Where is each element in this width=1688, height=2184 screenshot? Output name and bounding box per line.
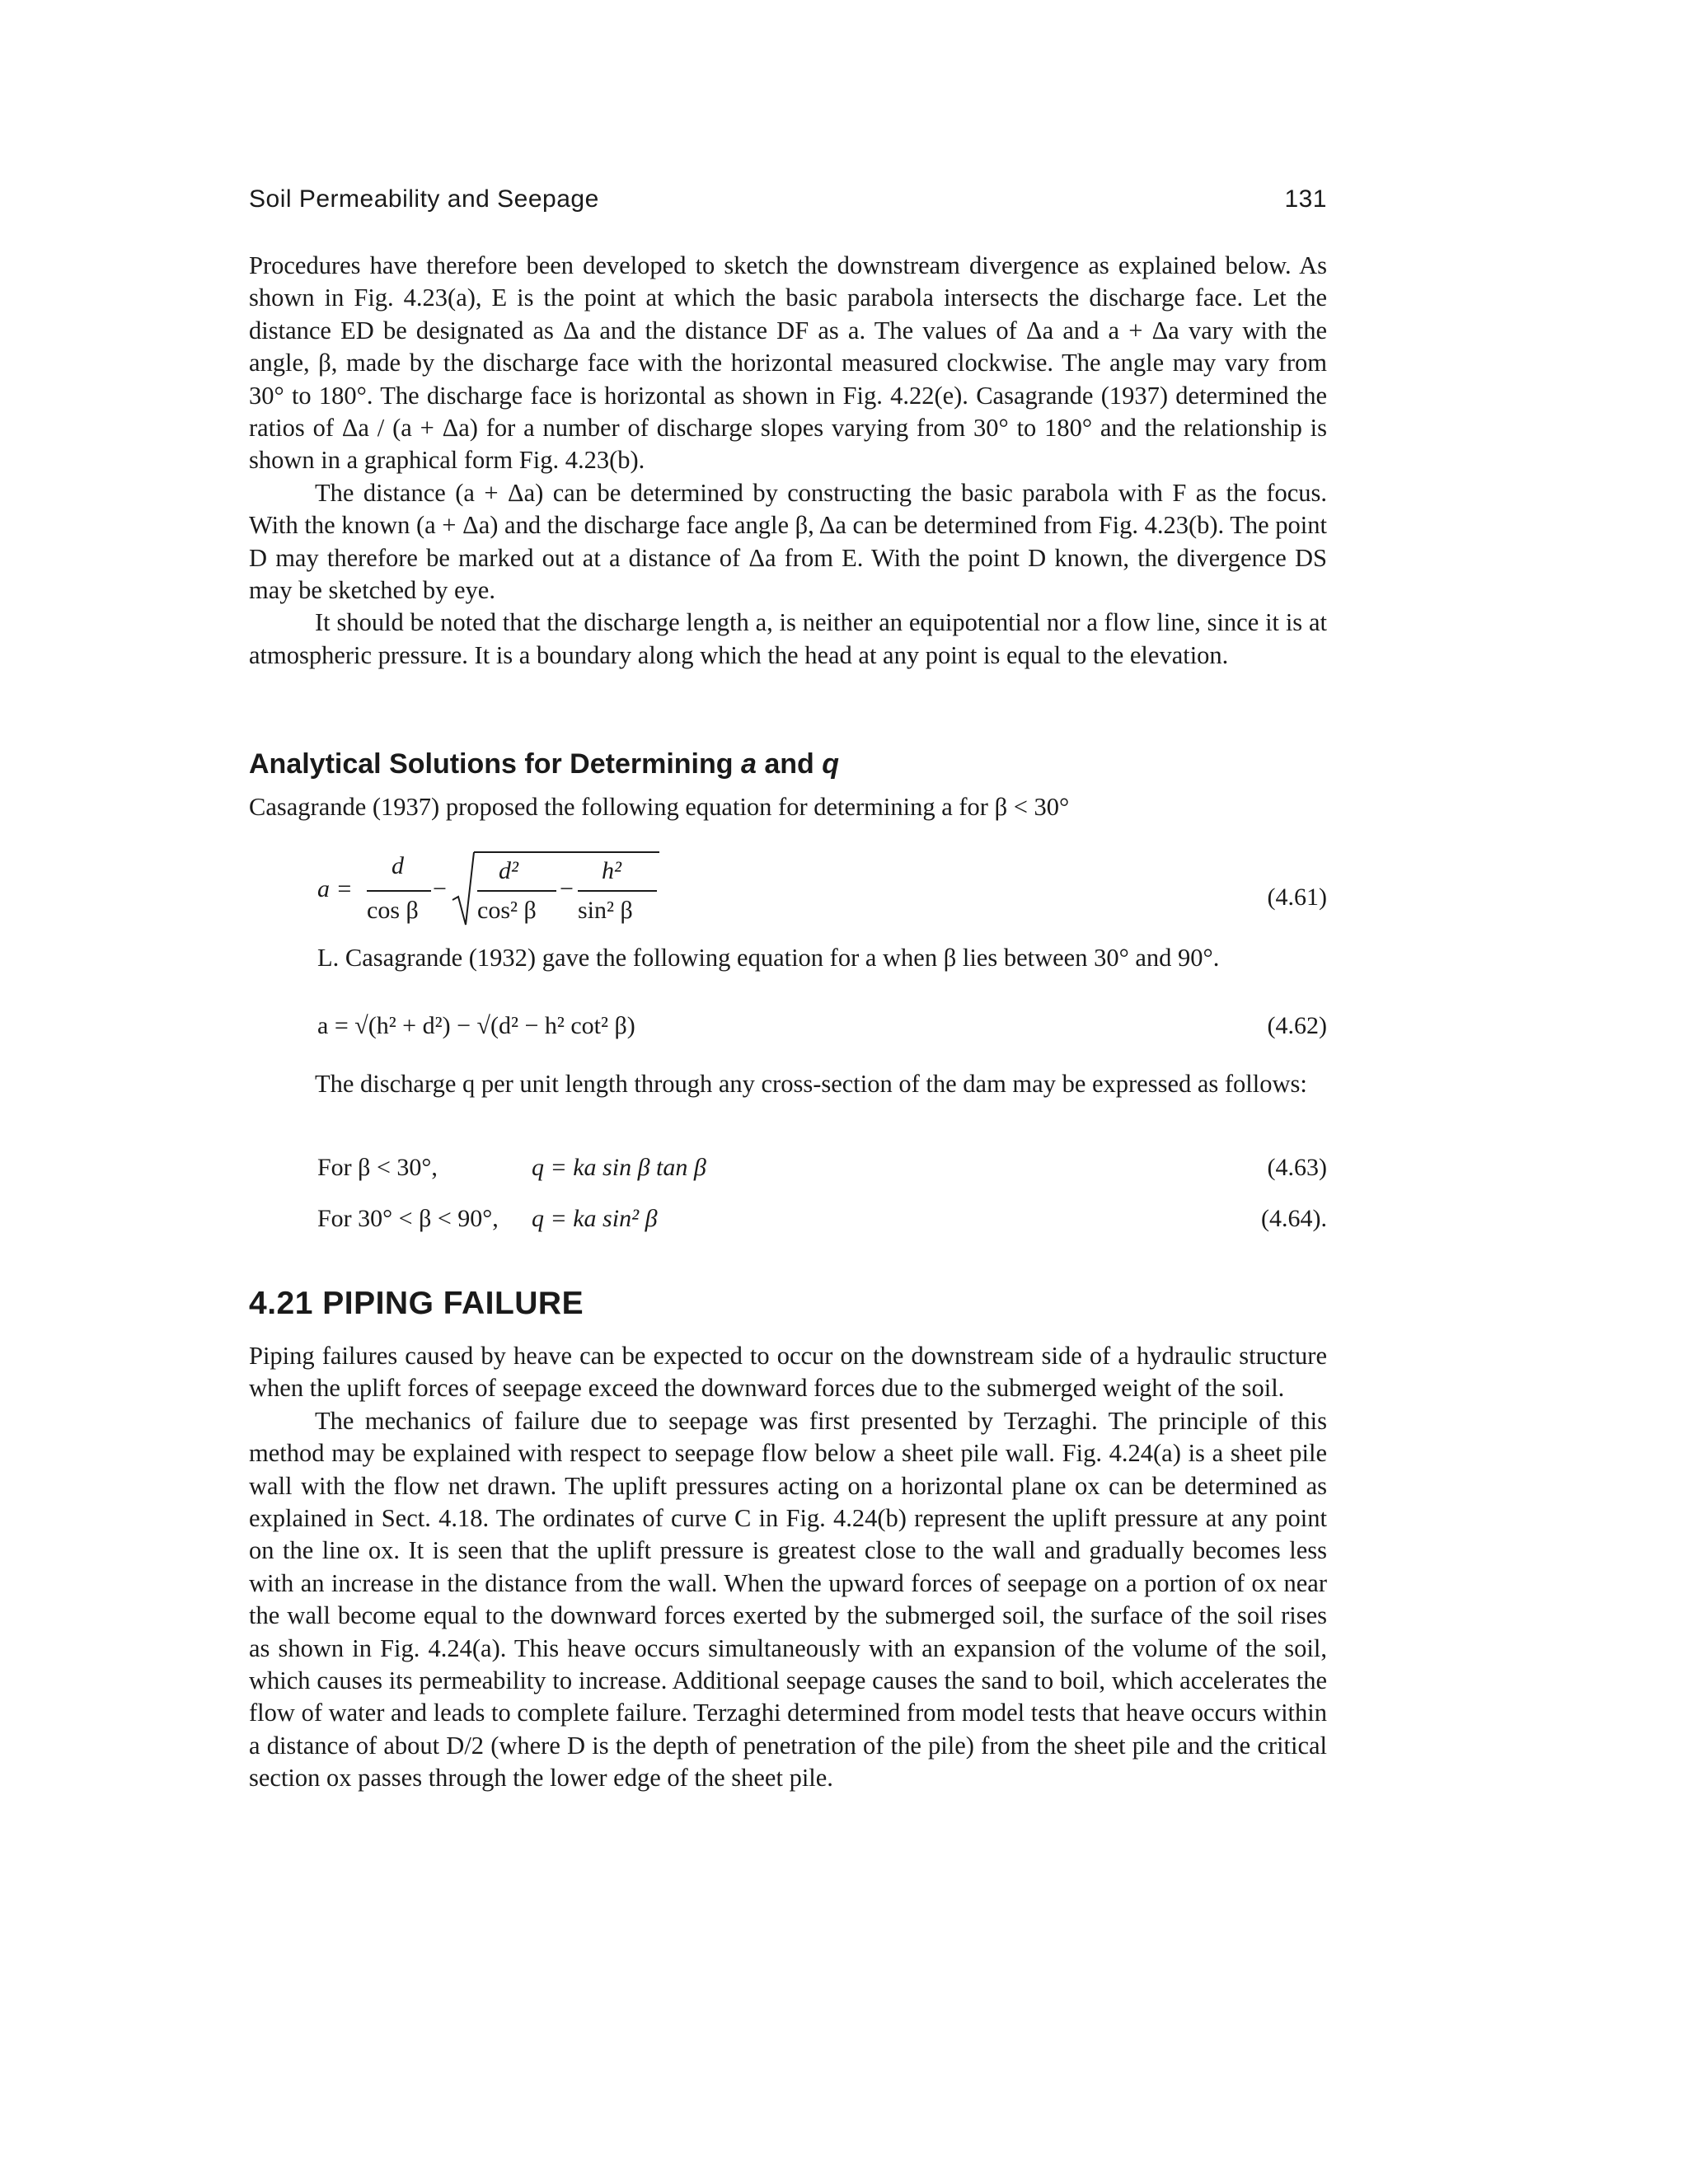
eq461-fraction-bar-3 <box>578 890 657 892</box>
paragraph-discharge-length: It should be noted that the discharge length a, is neither an equipotential nor a flow line, since it is at atmospheric pressure. It is a boundary along which the head at any point is equal to the elevation. <box>249 608 1327 669</box>
piping-failure-paragraphs <box>249 1340 1327 1795</box>
paragraph-piping-heave: Piping failures caused by heave can be expected to occur on the downstream side of a hydraulic structure when the uplift forces of seepage exceed the downward forces due to the submerged weight of the soil. <box>249 1342 1327 1403</box>
equation-number-4-63: (4.63) <box>1267 1154 1327 1181</box>
eq461-den3: sin² β <box>578 897 633 924</box>
page-number: 131 <box>1284 185 1327 213</box>
equation-4-61 <box>317 849 746 931</box>
equation-number-4-64: (4.64). <box>1261 1205 1327 1232</box>
paragraph-divergence: Procedures have therefore been developed to sketch the downstream divergence as explained below. As shown in Fig. 4.23(a), E is the point at which the basic parabola intersects the discharge face. Let the distance ED be designated as Δa and the distance DF as a. The values of Δa and a + Δa vary with the angle, β, made by the discharge face with the horizontal measured clockwise. The angle may vary from 30° to 180°. The discharge face is horizontal as shown in Fig. 4.22(e). Casagrande (1937) determined the ratios of Δa / (a + Δa) for a number of discharge slopes varying from 30° to 180° and the relationship is shown in a graphical form Fig. 4.23(b). <box>249 251 1327 475</box>
eq462-intro: L. Casagrande (1932) gave the following equation for a when β lies between 30° and 90°. <box>317 944 1220 972</box>
subsection-heading: Analytical Solutions for Determining a and q <box>249 748 840 780</box>
eq461-radical-sign <box>451 849 476 931</box>
eq461-den2: cos² β <box>477 897 537 924</box>
eq461-fraction-bar-1 <box>367 890 431 892</box>
eq461-fraction-bar-2 <box>477 890 556 892</box>
eq464-condition: For 30° < β < 90°, <box>317 1205 499 1232</box>
running-title: Soil Permeability and Seepage <box>249 185 599 213</box>
equation-number-4-62: (4.62) <box>1267 1012 1327 1039</box>
eq461-num3: h² <box>602 857 621 884</box>
section-heading-piping-failure: 4.21 PIPING FAILURE <box>249 1286 584 1321</box>
eq461-minus: − <box>433 875 447 902</box>
paragraph-discharge: The discharge q per unit length through any cross-section of the dam may be expressed as follows: <box>315 1070 1307 1098</box>
eq461-num1: d <box>392 852 404 879</box>
running-header <box>249 185 1327 213</box>
paragraph-parabola: The distance (a + Δa) can be determined by constructing the basic parabola with F as the focus. With the known (a + Δa) and the discharge face angle β, Δa can be determined from Fig. 4.23(b). The point D may therefore be marked out at a distance of Δa from E. With the point D known, the divergence DS may be sketched by eye. <box>249 478 1327 605</box>
eq461-intro: Casagrande (1937) proposed the following equation for determining a for β < 30° <box>249 793 1070 821</box>
eq463-formula: q = ka sin β tan β <box>532 1154 706 1181</box>
discharge-paragraph-block <box>249 1068 1327 1100</box>
equation-4-62: a = √(h² + d²) − √(d² − h² cot² β) <box>317 1012 635 1039</box>
paragraph-terzaghi: The mechanics of failure due to seepage was first presented by Terzaghi. The principle of this method may be explained with respect to seepage flow below a sheet pile wall. Fig. 4.24(a) is a sheet pile wall with the flow net drawn. The uplift pressures acting on a horizontal plane ox can be determined as explained in Sect. 4.18. The ordinates of curve C in Fig. 4.24(b) represent the uplift pressure at any point on the line ox. It is seen that the uplift pressure is greatest close to the wall and gradually becomes less with an increase in the distance from the wall. When the upward forces of seepage on a portion of ox near the wall become equal to the downward forces exerted by the submerged soil, the surface of the soil rises as shown in Fig. 4.24(a). This heave occurs simultaneously with an expansion of the volume of the soil, which causes its permeability to increase. Additional seepage causes the sand to boil, which accelerates the flow of water and leads to complete failure. Terzaghi determined from model tests that heave occurs within a distance of about D/2 (where D is the depth of penetration of the pile) from the sheet pile and the critical section ox passes through the lower edge of the sheet pile. <box>249 1406 1327 1793</box>
eq461-lhs: a = <box>317 875 353 902</box>
eq461-den1: cos β <box>367 897 419 924</box>
eq464-formula: q = ka sin² β <box>532 1205 658 1232</box>
intro-paragraphs <box>249 250 1327 672</box>
eq461-radical-bar <box>474 851 659 853</box>
eq461-minus2: − <box>560 875 574 902</box>
equation-number-4-61: (4.61) <box>1267 883 1327 911</box>
eq463-condition: For β < 30°, <box>317 1154 438 1181</box>
eq461-num2: d² <box>499 857 518 884</box>
